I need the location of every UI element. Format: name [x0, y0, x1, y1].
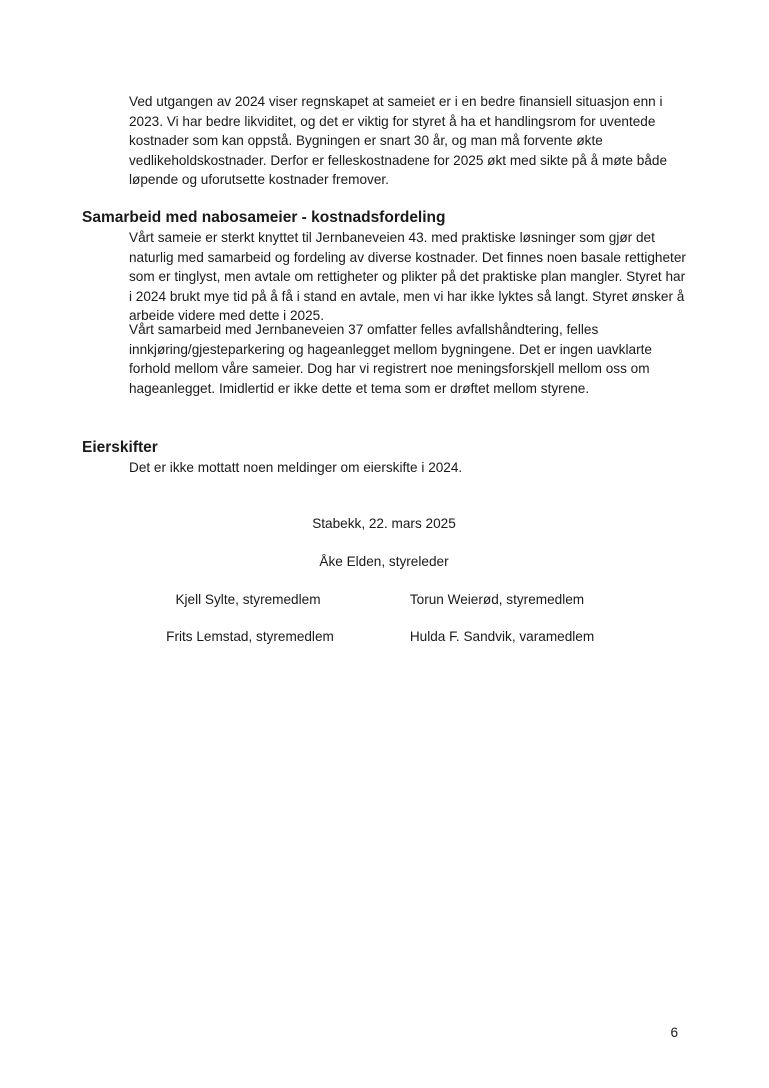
- samarbeid-paragraph-2: Vårt samarbeid med Jernbaneveien 37 omfatter felles avfallshåndtering, felles innkjøring/gjesteparkering og hageanlegget mellom bygningene. Det er ingen uavklarte forhold mellom våre sameier. Dog har vi registrert noe meningsforskjell mellom oss om hageanlegget. Imidlertid er ikke dette et tema som er drøftet mellom styrene.: [129, 322, 652, 396]
- eierskifter-paragraph: Det er ikke mottatt noen meldinger om eierskifte i 2024.: [129, 460, 463, 475]
- signature-member-3: Frits Lemstad, styremedlem: [166, 629, 334, 644]
- heading-samarbeid: Samarbeid med nabosameier - kostnadsfordeling: [82, 209, 446, 226]
- samarbeid-paragraph-1: Vårt sameie er sterkt knyttet til Jernbaneveien 43. med praktiske løsninger som gjør det naturlig med samarbeid og fordeling av diverse kostnader. Det finnes noen basale rettigheter som er tinglyst, men avtale om rettigheter og plikter på det praktiske plan mangler. Styret har i 2024 brukt mye tid på å få i stand en avtale, men vi har ikke lyktes så langt. Styret ønsker å arbeide videre med dette i 2025.: [129, 230, 686, 324]
- page-number: 6: [670, 1025, 678, 1040]
- heading-eierskifter: Eierskifter: [82, 439, 158, 456]
- signature-member-4: Hulda F. Sandvik, varamedlem: [409, 629, 595, 644]
- signature-member-1: Kjell Sylte, styremedlem: [175, 592, 321, 607]
- signature-member-2: Torun Weierød, styremedlem: [409, 592, 585, 607]
- signature-place-date: Stabekk, 22. mars 2025: [312, 516, 456, 531]
- signature-chair: Åke Elden, styreleder: [319, 554, 449, 569]
- intro-paragraph: Ved utgangen av 2024 viser regnskapet at sameiet er i en bedre finansiell situasjon enn i 2023. Vi har bedre likviditet, og det er viktig for styret å ha et handlingsrom for uventede kostnader som kan oppstå. Bygningen er snart 30 år, og man må forvente økte vedlikeholdskostnader. Derfor er felleskostnadene for 2025 økt med sikte på å møte både løpende og uforutsette kostnader fremover.: [129, 94, 668, 188]
